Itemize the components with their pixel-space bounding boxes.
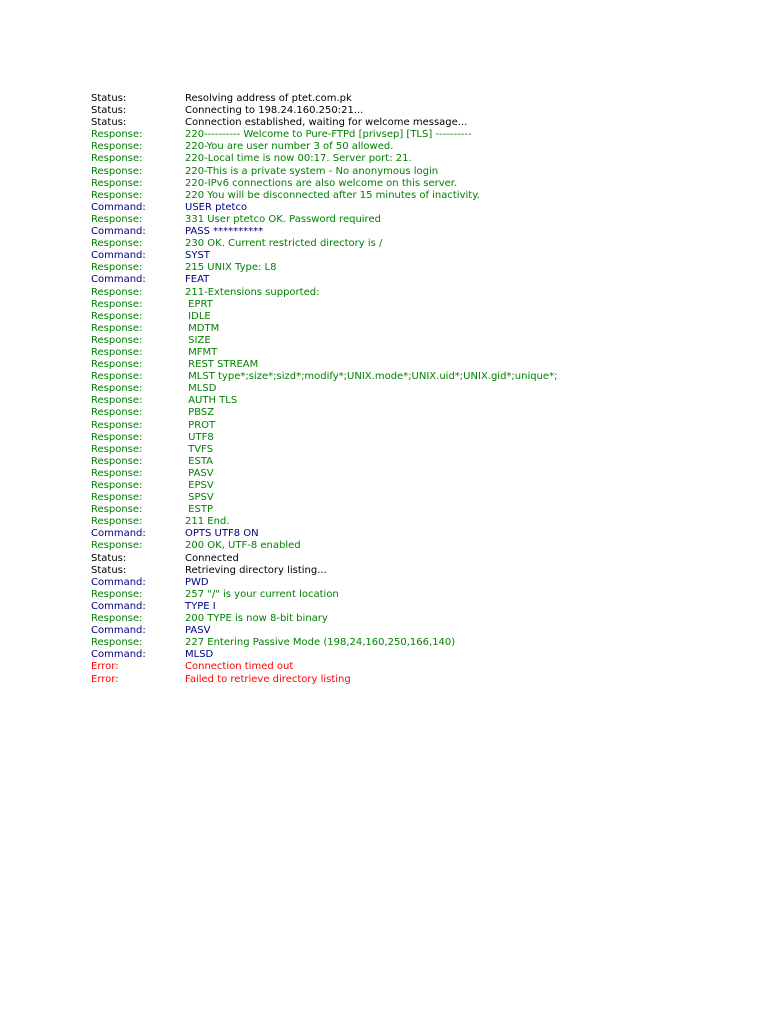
- log-row-response: [91, 214, 731, 226]
- log-message-type: Command:: [91, 576, 146, 588]
- log-message-text: 220-IPv6 connections are also welcome on this server.: [185, 177, 458, 189]
- log-message-type: Response:: [91, 238, 143, 250]
- log-message-type: Response:: [91, 346, 143, 358]
- log-message-text: MLST type*;size*;sizd*;modify*;UNIX.mode*;UNIX.uid*;UNIX.gid*;unique*;: [185, 371, 558, 383]
- log-row-response: [91, 420, 731, 432]
- log-row-command: [91, 250, 731, 262]
- log-message-type: Response:: [91, 395, 143, 407]
- log-message-type: Status:: [91, 105, 127, 117]
- log-message-text: UTF8: [185, 431, 214, 443]
- log-message-text: REST STREAM: [185, 359, 259, 371]
- log-message-text: 215 UNIX Type: L8: [185, 262, 277, 274]
- log-row-status: [91, 93, 731, 105]
- log-row-response: [91, 262, 731, 274]
- log-row-response: [91, 468, 731, 480]
- log-message-type: Response:: [91, 540, 143, 552]
- log-row-response: [91, 335, 731, 347]
- log-row-response: [91, 359, 731, 371]
- log-message-text: Retrieving directory listing...: [185, 564, 327, 576]
- log-row-response: [91, 287, 731, 299]
- log-message-text: MDTM: [185, 322, 220, 334]
- log-message-text: 220-Local time is now 00:17. Server port: 21.: [185, 153, 412, 165]
- log-message-text: Connected: [185, 552, 239, 564]
- log-message-type: Command:: [91, 250, 146, 262]
- log-message-type: Response:: [91, 213, 143, 225]
- log-message-type: Response:: [91, 407, 143, 419]
- log-row-response: [91, 311, 731, 323]
- log-message-type: Response:: [91, 467, 143, 479]
- log-row-response: [91, 492, 731, 504]
- log-row-response: [91, 383, 731, 395]
- ftp-message-log: [91, 93, 731, 686]
- log-message-type: Command:: [91, 274, 146, 286]
- log-row-response: [91, 504, 731, 516]
- log-message-type: Status:: [91, 552, 127, 564]
- log-row-response: [91, 238, 731, 250]
- log-message-text: 220-You are user number 3 of 50 allowed.: [185, 141, 394, 153]
- log-row-response: [91, 299, 731, 311]
- log-message-text: PASS **********: [185, 226, 264, 238]
- log-message-text: 331 User ptetco OK. Password required: [185, 213, 381, 225]
- log-message-text: PBSZ: [185, 407, 215, 419]
- log-message-type: Status:: [91, 117, 127, 129]
- log-row-command: [91, 625, 731, 637]
- log-message-type: Response:: [91, 165, 143, 177]
- log-message-text: SPSV: [185, 492, 214, 504]
- log-row-command: [91, 601, 731, 613]
- log-row-response: [91, 480, 731, 492]
- log-message-text: EPRT: [185, 298, 213, 310]
- log-message-type: Response:: [91, 262, 143, 274]
- log-row-response: [91, 141, 731, 153]
- log-message-type: Response:: [91, 383, 143, 395]
- log-message-type: Error:: [91, 673, 119, 685]
- log-row-response: [91, 613, 731, 625]
- log-row-response: [91, 456, 731, 468]
- log-row-status: [91, 117, 731, 129]
- log-row-error: [91, 661, 731, 673]
- log-row-command: [91, 577, 731, 589]
- log-message-type: Response:: [91, 504, 143, 516]
- log-message-type: Command:: [91, 649, 146, 661]
- log-row-response: [91, 395, 731, 407]
- log-row-command: [91, 226, 731, 238]
- log-message-text: MLSD: [185, 649, 214, 661]
- log-row-error: [91, 674, 731, 686]
- log-message-text: SYST: [185, 250, 210, 262]
- log-row-response: [91, 516, 731, 528]
- log-message-type: Response:: [91, 371, 143, 383]
- log-message-type: Command:: [91, 201, 146, 213]
- log-message-text: 200 OK, UTF-8 enabled: [185, 540, 301, 552]
- log-message-text: 220---------- Welcome to Pure-FTPd [privsep] [TLS] ----------: [185, 129, 472, 141]
- log-message-type: Response:: [91, 153, 143, 165]
- log-row-response: [91, 178, 731, 190]
- log-message-text: Connection timed out: [185, 661, 294, 673]
- log-row-response: [91, 407, 731, 419]
- log-message-type: Status:: [91, 93, 127, 104]
- log-message-text: ESTP: [185, 504, 213, 516]
- log-message-text: ESTA: [185, 455, 214, 467]
- log-message-type: Command:: [91, 226, 146, 238]
- log-message-type: Response:: [91, 431, 143, 443]
- log-message-text: Failed to retrieve directory listing: [185, 673, 351, 685]
- log-message-text: TVFS: [185, 443, 214, 455]
- log-message-type: Response:: [91, 141, 143, 153]
- log-row-response: [91, 347, 731, 359]
- log-row-response: [91, 166, 731, 178]
- log-message-type: Response:: [91, 516, 143, 528]
- log-message-type: Response:: [91, 310, 143, 322]
- log-row-status: [91, 553, 731, 565]
- log-row-response: [91, 540, 731, 552]
- log-message-text: OPTS UTF8 ON: [185, 528, 259, 540]
- log-row-response: [91, 589, 731, 601]
- log-message-type: Response:: [91, 588, 143, 600]
- log-message-text: MFMT: [185, 346, 218, 358]
- log-message-text: 257 "/" is your current location: [185, 588, 339, 600]
- log-row-response: [91, 323, 731, 335]
- log-message-text: EPSV: [185, 480, 214, 491]
- log-message-text: 220-This is a private system - No anonymous login: [185, 165, 439, 177]
- log-message-text: PROT: [185, 419, 216, 431]
- log-row-response: [91, 432, 731, 444]
- log-row-response: [91, 444, 731, 456]
- log-message-text: USER ptetco: [185, 201, 248, 213]
- log-message-type: Response:: [91, 359, 143, 371]
- log-row-status: [91, 565, 731, 577]
- log-message-type: Response:: [91, 455, 143, 467]
- log-row-response: [91, 637, 731, 649]
- log-row-response: [91, 190, 731, 202]
- log-message-type: Response:: [91, 177, 143, 189]
- log-message-text: 211-Extensions supported:: [185, 286, 320, 298]
- log-message-text: TYPE I: [185, 600, 216, 612]
- log-message-text: 227 Entering Passive Mode (198,24,160,250,166,140): [185, 637, 456, 649]
- log-message-type: Status:: [91, 564, 127, 576]
- log-message-text: FEAT: [185, 274, 210, 286]
- log-message-text: SIZE: [185, 334, 211, 346]
- log-message-text: PASV: [185, 467, 214, 479]
- log-row-command: [91, 528, 731, 540]
- log-message-type: Response:: [91, 334, 143, 346]
- log-row-command: [91, 202, 731, 214]
- log-row-response: [91, 371, 731, 383]
- log-message-text: PASV: [185, 625, 211, 637]
- log-message-type: Response:: [91, 419, 143, 431]
- log-message-text: 230 OK. Current restricted directory is /: [185, 238, 383, 250]
- log-message-text: IDLE: [185, 310, 211, 322]
- log-message-text: Connecting to 198.24.160.250:21...: [185, 105, 364, 117]
- log-message-type: Response:: [91, 443, 143, 455]
- log-message-text: 211 End.: [185, 516, 230, 528]
- log-message-text: Connection established, waiting for welcome message...: [185, 117, 468, 129]
- log-message-type: Response:: [91, 286, 143, 298]
- log-message-type: Error:: [91, 661, 119, 673]
- log-message-text: AUTH TLS: [185, 395, 238, 407]
- log-message-type: Response:: [91, 189, 143, 201]
- log-message-type: Response:: [91, 492, 143, 504]
- log-row-status: [91, 105, 731, 117]
- log-message-type: Command:: [91, 625, 146, 637]
- log-message-type: Response:: [91, 298, 143, 310]
- log-message-text: PWD: [185, 576, 209, 588]
- log-message-type: Command:: [91, 600, 146, 612]
- log-row-command: [91, 649, 731, 661]
- log-message-type: Response:: [91, 637, 143, 649]
- log-message-type: Response:: [91, 613, 143, 625]
- log-message-text: 200 TYPE is now 8-bit binary: [185, 613, 328, 625]
- log-message-type: Response:: [91, 129, 143, 141]
- log-message-text: Resolving address of ptet.com.pk: [185, 93, 352, 104]
- log-row-command: [91, 274, 731, 286]
- log-message-type: Response:: [91, 480, 143, 491]
- log-row-response: [91, 129, 731, 141]
- log-message-text: 220 You will be disconnected after 15 minutes of inactivity.: [185, 189, 480, 201]
- log-row-response: [91, 153, 731, 165]
- log-message-text: MLSD: [185, 383, 217, 395]
- log-message-type: Command:: [91, 528, 146, 540]
- log-message-type: Response:: [91, 322, 143, 334]
